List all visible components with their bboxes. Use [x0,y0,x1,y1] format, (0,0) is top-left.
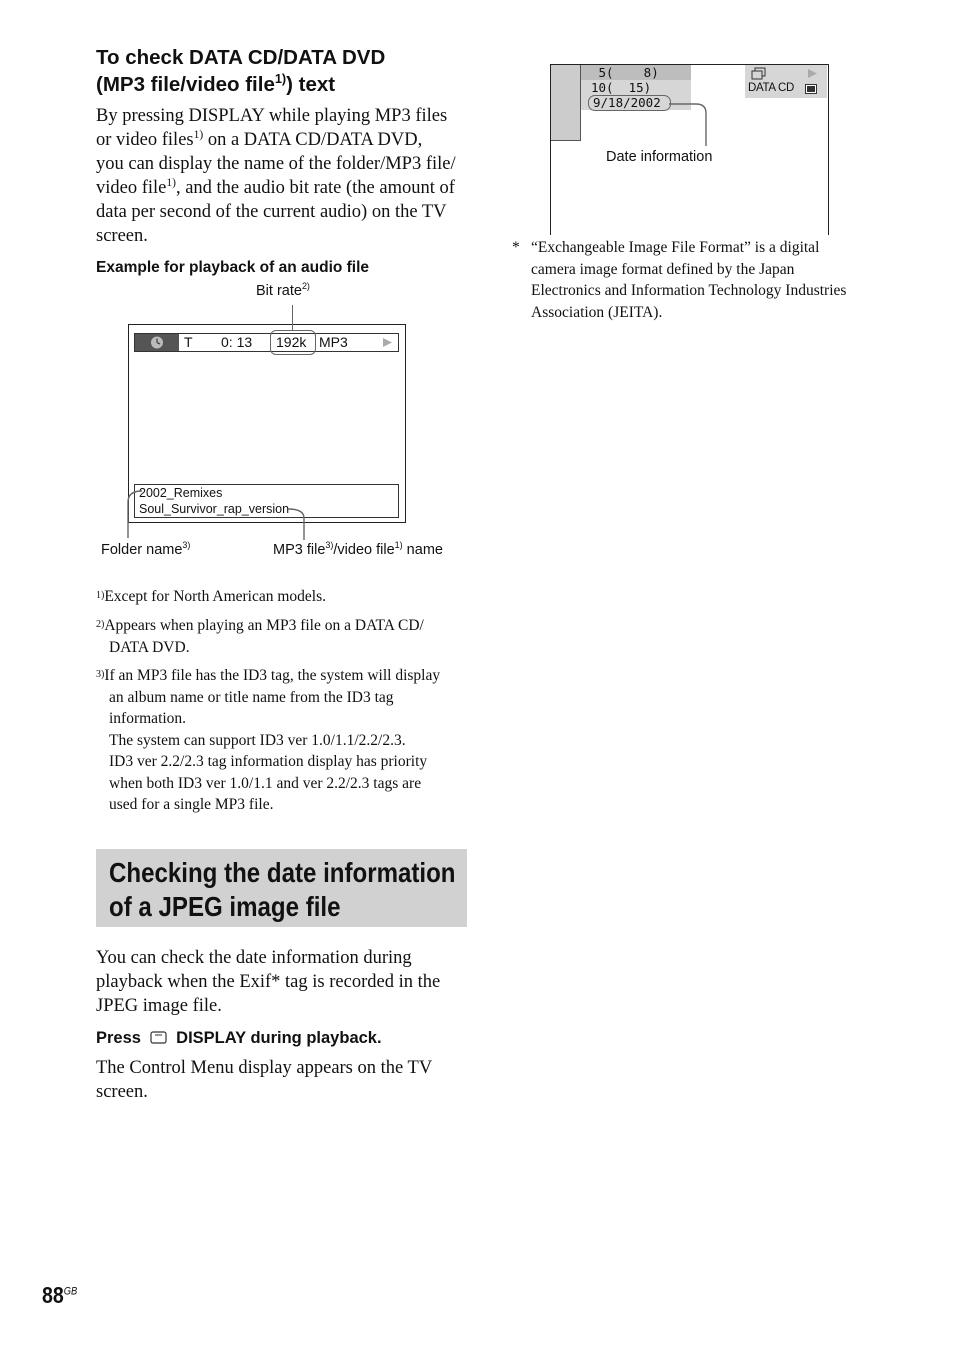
display-button-icon [150,1031,168,1044]
bitrate-label: Bit rate$^{2)}$ [256,281,310,299]
footnote-3: $^{3)}$If an MP3 file has the ID3 tag, the system will display an album name or title name from the ID3 tag information. The system can support ID3 ver 1.0/1.1/2.2/2.3. ID3 ver 2.2/2.3 tag information display has priority when both ID3 ver 1.0/1.1 and ver 2.2/2.3 tags are used for a single MP3 file. [96,667,441,813]
section-heading [96,44,385,98]
date-value: 9/18/2002 [593,95,661,110]
intro-paragraph: By pressing DISPLAY while playing MP3 files or video files$^{1)}$ on a DATA CD/DATA DVD, you can display the name of the folder/MP3 file/ video file$^{1)}$, and the audio bit rate (the amount of data per second of the current audio) on the TV screen. [96,106,456,246]
page-number: $88^{GB}$ [42,1282,78,1308]
press-result: The Control Menu display appears on the TV screen. [96,1058,433,1102]
footnote-2: $^{2)}$Appears when playing an MP3 file on a DATA CD/ DATA DVD. [96,617,424,656]
menu-icon-3 [551,95,580,111]
disc-status-block [745,65,827,98]
status-bar [134,333,399,352]
jpeg-section-banner [96,849,467,927]
play-icon [807,68,818,79]
jpeg-paragraph: You can check the date information during playback when the Exif* tag is recorded in the JPEG image file. [96,948,441,1016]
file-leader-lines [110,480,320,542]
row-1-text: 5( 8) [591,65,659,80]
menu-icon-5 [551,125,580,141]
bitrate-value: 192k [276,334,307,350]
section-heading-line1: To check DATA CD/DATA DVD [96,46,386,69]
date-callout [588,95,671,111]
menu-icon-1 [551,65,580,81]
exif-footnote: * “Exchangeable Image File Format” is a digital camera image format defined by the Japan Electronics and Information Technology Industries Association (JEITA). [512,239,847,321]
clock-block [135,334,179,351]
press-step: Press DISPLAY during playback. [96,1029,382,1047]
play-icon [382,337,393,348]
track-label: T [184,334,193,350]
menu-icon-2 [551,80,580,96]
time-value: 0: 13 [221,334,253,350]
date-leader-line [668,99,728,149]
folder-name-text: 2002_Remixes [139,486,223,500]
banner-title: Checking the date information of a JPEG image file [109,857,456,922]
clock-icon [135,334,179,351]
photo-stack-icon [751,67,767,80]
date-information-label: Date information [606,149,713,165]
file-name-label: MP3 file$^{3)}$/video file$^{1)}$ name [273,540,443,558]
example-heading: Example for playback of an audio file [96,259,370,276]
bitrate-callout [270,330,316,355]
folder-name-label: Folder name$^{3)}$ [101,540,191,558]
file-name-text: Soul_Survivor_rap_version [139,502,290,516]
bitrate-leader-line [292,305,293,330]
format-value: MP3 [319,334,348,350]
tv-screen-jpeg [550,64,829,235]
section-heading-line2: (MP3 file/video file$^{1)}$) text [96,71,336,96]
image-icon [805,84,817,94]
menu-icon-4 [551,110,580,126]
row-2-text: 10( 15) [591,80,652,95]
footnote-1: $^{1)}$Except for North American models. [96,588,327,605]
disc-type-label: DATA CD [748,82,795,94]
